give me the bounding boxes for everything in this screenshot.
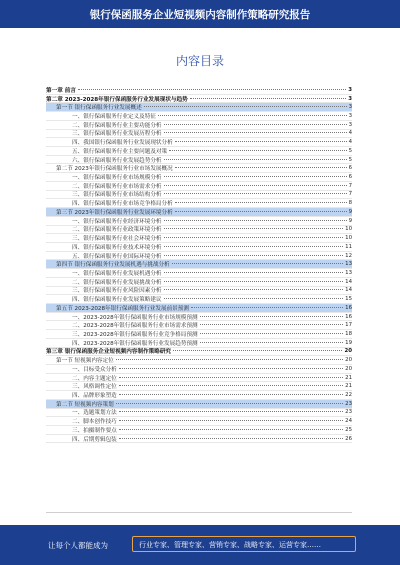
- toc-page-number: 20: [345, 357, 352, 364]
- toc-page-number: 16: [345, 304, 352, 311]
- toc-entry[interactable]: [46, 86, 352, 95]
- toc-leader-dots: [164, 124, 347, 125]
- toc-leader-dots: [175, 141, 347, 142]
- toc-leader-dots: [116, 403, 343, 404]
- toc-entry-text: 一、银行保函服务行业市场规模分析: [72, 175, 162, 182]
- toc-page-number: 8: [348, 200, 352, 207]
- toc-entry-text: 第二节 短视频内容策划: [56, 401, 114, 408]
- toc-page-number: 3: [348, 86, 352, 93]
- toc-page-number: 23: [345, 400, 352, 407]
- toc-page-number: 14: [345, 278, 352, 285]
- toc-entry-text: 第二节 2023年银行保函服务行业市场发展概况: [56, 166, 173, 173]
- table-of-contents: [46, 86, 352, 443]
- toc-page-number: 7: [348, 182, 352, 189]
- toc-page-number: 15: [345, 296, 352, 303]
- toc-leader-dots: [164, 132, 347, 133]
- toc-entry-text: 一、银行保函服务行业定义及特征: [72, 114, 156, 121]
- toc-entry[interactable]: [46, 321, 352, 330]
- toc-leader-dots: [164, 246, 344, 247]
- toc-title: 内容目录: [175, 54, 224, 68]
- toc-page-number: 13: [345, 269, 352, 276]
- toc-leader-dots: [175, 167, 347, 168]
- toc-entry[interactable]: [46, 260, 352, 269]
- toc-page-number: 3: [348, 95, 352, 102]
- toc-entry[interactable]: [46, 417, 352, 426]
- toc-leader-dots: [190, 98, 347, 99]
- toc-entry-text: 第一节 短视频内容定位: [56, 358, 114, 365]
- toc-entry[interactable]: [46, 348, 352, 357]
- toc-page-number: 12: [345, 252, 352, 259]
- toc-entry-text: 二、脚本创作技巧: [72, 419, 117, 426]
- toc-leader-dots: [119, 394, 343, 395]
- toc-page-number: 20: [344, 348, 352, 355]
- toc-entry-text: 二、银行保函服务行业发展挑战分析: [72, 279, 162, 286]
- toc-entry-text: 四、2023-2028年银行保函服务行业发展趋势预测: [72, 340, 198, 347]
- toc-entry-text: 二、2023-2028年银行保函服务行业市场需求预测: [72, 323, 198, 330]
- toc-entry[interactable]: [46, 252, 352, 261]
- toc-entry[interactable]: [46, 365, 352, 374]
- toc-leader-dots: [200, 316, 344, 317]
- toc-entry-text: 第四节 银行保函服务行业发展机遇与挑战分析: [56, 262, 170, 269]
- toc-page-number: 23: [345, 409, 352, 416]
- toc-leader-dots: [169, 150, 346, 151]
- toc-entry[interactable]: [46, 112, 352, 121]
- toc-leader-dots: [164, 281, 344, 282]
- toc-entry-text: 五、银行保函服务行业国际环境分析: [72, 253, 162, 260]
- toc-leader-dots: [164, 289, 344, 290]
- toc-leader-dots: [164, 237, 344, 238]
- toc-page-number: 3: [348, 113, 352, 120]
- toc-page-number: 3: [348, 121, 352, 128]
- toc-leader-dots: [164, 255, 344, 256]
- toc-page-number: 10: [345, 226, 352, 233]
- toc-leader-dots: [119, 368, 343, 369]
- toc-entry-text: 三、银行保函服务行业风险因素分析: [72, 288, 162, 295]
- toc-entry[interactable]: [46, 226, 352, 235]
- toc-leader-dots: [164, 220, 347, 221]
- toc-entry-text: 一、目标受众分析: [72, 366, 117, 373]
- toc-entry[interactable]: [46, 278, 352, 287]
- toc-entry-text: 一、2023-2028年银行保函服务行业市场规模预测: [72, 314, 198, 321]
- toc-entry[interactable]: [46, 295, 352, 304]
- toc-entry[interactable]: [46, 382, 352, 391]
- toc-leader-dots: [175, 211, 347, 212]
- toc-entry-text: 第二章 2023-2028年银行保函服务行业发展现状与趋势: [46, 96, 188, 103]
- toc-entry[interactable]: [46, 391, 352, 400]
- toc-page-number: 7: [348, 191, 352, 198]
- toc-page-number: 5: [348, 147, 352, 154]
- toc-entry-text: 四、银行保函服务行业发展策略建议: [72, 297, 162, 304]
- toc-entry[interactable]: [46, 173, 352, 182]
- toc-entry[interactable]: [46, 164, 352, 173]
- toc-leader-dots: [144, 106, 347, 107]
- toc-leader-dots: [119, 420, 343, 421]
- toc-entry[interactable]: [46, 356, 352, 365]
- toc-entry[interactable]: [46, 147, 352, 156]
- toc-leader-dots: [175, 202, 347, 203]
- footer-tagline-box: [132, 536, 356, 552]
- toc-leader-dots: [164, 185, 347, 186]
- toc-page-number: 14: [345, 287, 352, 294]
- toc-entry[interactable]: [46, 95, 352, 104]
- toc-entry[interactable]: [46, 103, 352, 112]
- toc-entry[interactable]: [46, 330, 352, 339]
- toc-entry-text: 一、银行保函服务行业经济环境分析: [72, 218, 162, 225]
- toc-entry[interactable]: [46, 304, 352, 313]
- toc-page-number: 26: [345, 435, 352, 442]
- toc-page-number: 19: [345, 339, 352, 346]
- toc-page-number: 3: [348, 104, 352, 111]
- toc-entry[interactable]: [46, 269, 352, 278]
- toc-entry-text: 第三章 银行保函服务企业短视频内容制作策略研究: [46, 349, 172, 356]
- toc-entry-text: 二、银行保函服务行业主要功能分析: [72, 122, 162, 129]
- toc-page-number: 20: [345, 365, 352, 372]
- toc-entry-text: 四、后期剪辑包装: [72, 436, 117, 443]
- toc-entry-text: 一、选题策划方法: [72, 410, 117, 417]
- toc-entry[interactable]: [46, 426, 352, 435]
- toc-entry-text: 第一章 前言: [46, 87, 76, 94]
- toc-page-number: 13: [345, 261, 352, 268]
- footer-tagline: 行业专家、管理专家、营销专家、战略专家、运营专家……: [139, 540, 321, 549]
- toc-page-number: 6: [348, 165, 352, 172]
- toc-page-number: 10: [345, 235, 352, 242]
- toc-entry-text: 四、银行保函服务行业市场竞争格局分析: [72, 201, 173, 208]
- toc-page-number: 4: [348, 130, 352, 137]
- toc-entry[interactable]: [46, 217, 352, 226]
- toc-leader-dots: [116, 359, 343, 360]
- toc-leader-dots: [200, 324, 344, 325]
- toc-entry-text: 五、银行保函服务行业主要问题及对策: [72, 148, 168, 155]
- toc-entry-text: 第五节 2023-2028年银行保函服务行业发展前景预测: [56, 305, 189, 312]
- toc-entry[interactable]: [46, 287, 352, 296]
- toc-leader-dots: [164, 228, 344, 229]
- toc-page-number: 6: [348, 174, 352, 181]
- toc-leader-dots: [200, 342, 344, 343]
- toc-entry[interactable]: [46, 121, 352, 130]
- toc-entry[interactable]: [46, 435, 352, 444]
- toc-leader-dots: [164, 272, 344, 273]
- toc-entry[interactable]: [46, 182, 352, 191]
- toc-leader-dots: [119, 429, 343, 430]
- toc-entry-text: 三、2023-2028年银行保函服务行业竞争格局预测: [72, 331, 198, 338]
- toc-entry[interactable]: [46, 234, 352, 243]
- toc-entry-text: 第一节 银行保函服务行业发展概述: [56, 105, 142, 112]
- toc-entry[interactable]: [46, 156, 352, 165]
- toc-entry-text: 四、银行保函服务行业技术环境分析: [72, 244, 162, 251]
- toc-entry-text: 二、内容主题定位: [72, 375, 117, 382]
- toc-page-number: 18: [345, 330, 352, 337]
- toc-leader-dots: [119, 411, 343, 412]
- toc-leader-dots: [164, 176, 347, 177]
- toc-entry[interactable]: [46, 409, 352, 418]
- toc-entry-text: 二、银行保函服务行业市场需求分析: [72, 183, 162, 190]
- toc-entry-text: 三、银行保函服务行业发展历程分析: [72, 131, 162, 138]
- toc-leader-dots: [172, 263, 343, 264]
- toc-entry[interactable]: [46, 130, 352, 139]
- toc-page-number: 4: [348, 139, 352, 146]
- toc-entry-text: 四、我国银行保函服务行业发展现状分析: [72, 140, 173, 147]
- toc-entry-text: 三、银行保函服务行业市场结构分析: [72, 192, 162, 199]
- toc-page-number: 9: [348, 217, 352, 224]
- toc-leader-dots: [173, 350, 342, 351]
- toc-entry-text: 三、风格调性定位: [72, 384, 117, 391]
- toc-entry[interactable]: [46, 400, 352, 409]
- toc-page-number: 25: [345, 426, 352, 433]
- toc-leader-dots: [119, 377, 343, 378]
- toc-leader-dots: [200, 333, 344, 334]
- toc-entry-text: 三、拍摄制作要点: [72, 427, 117, 434]
- toc-page-number: 21: [345, 374, 352, 381]
- toc-leader-dots: [78, 89, 346, 90]
- toc-entry-text: 一、银行保函服务行业发展机遇分析: [72, 270, 162, 277]
- report-title: 银行保函服务企业短视频内容制作策略研究报告: [89, 9, 311, 21]
- toc-entry[interactable]: [46, 374, 352, 383]
- footer-slogan: 让每个人都能成为: [48, 541, 108, 550]
- toc-page-number: 22: [345, 392, 352, 399]
- toc-page-number: 24: [345, 418, 352, 425]
- toc-page-number: 11: [345, 243, 352, 250]
- header-banner: [0, 0, 400, 28]
- bottom-divider: [46, 512, 352, 513]
- toc-entry[interactable]: [46, 199, 352, 208]
- toc-entry-text: 六、银行保函服务行业发展趋势分析: [72, 157, 162, 164]
- toc-leader-dots: [119, 385, 343, 386]
- toc-entry[interactable]: [46, 208, 352, 217]
- toc-page-number: 5: [348, 156, 352, 163]
- toc-page-number: 21: [345, 383, 352, 390]
- toc-leader-dots: [164, 159, 347, 160]
- toc-entry-text: 第三节 2023年银行保函服务行业发展环境分析: [56, 209, 173, 216]
- toc-leader-dots: [164, 298, 344, 299]
- toc-entry[interactable]: [46, 138, 352, 147]
- toc-leader-dots: [191, 307, 343, 308]
- toc-entry[interactable]: [46, 191, 352, 200]
- toc-leader-dots: [119, 438, 343, 439]
- toc-leader-dots: [158, 115, 347, 116]
- toc-page-number: 16: [345, 313, 352, 320]
- toc-entry[interactable]: [46, 339, 352, 348]
- toc-entry[interactable]: [46, 313, 352, 322]
- toc-entry-text: 三、银行保函服务行业社会环境分析: [72, 236, 162, 243]
- toc-page-number: 17: [345, 322, 352, 329]
- toc-entry[interactable]: [46, 243, 352, 252]
- toc-leader-dots: [164, 193, 347, 194]
- toc-page-number: 9: [348, 208, 352, 215]
- toc-entry-text: 二、银行保函服务行业政策环境分析: [72, 227, 162, 234]
- footer-banner: [0, 525, 400, 565]
- toc-entry-text: 四、品牌形象塑造: [72, 393, 117, 400]
